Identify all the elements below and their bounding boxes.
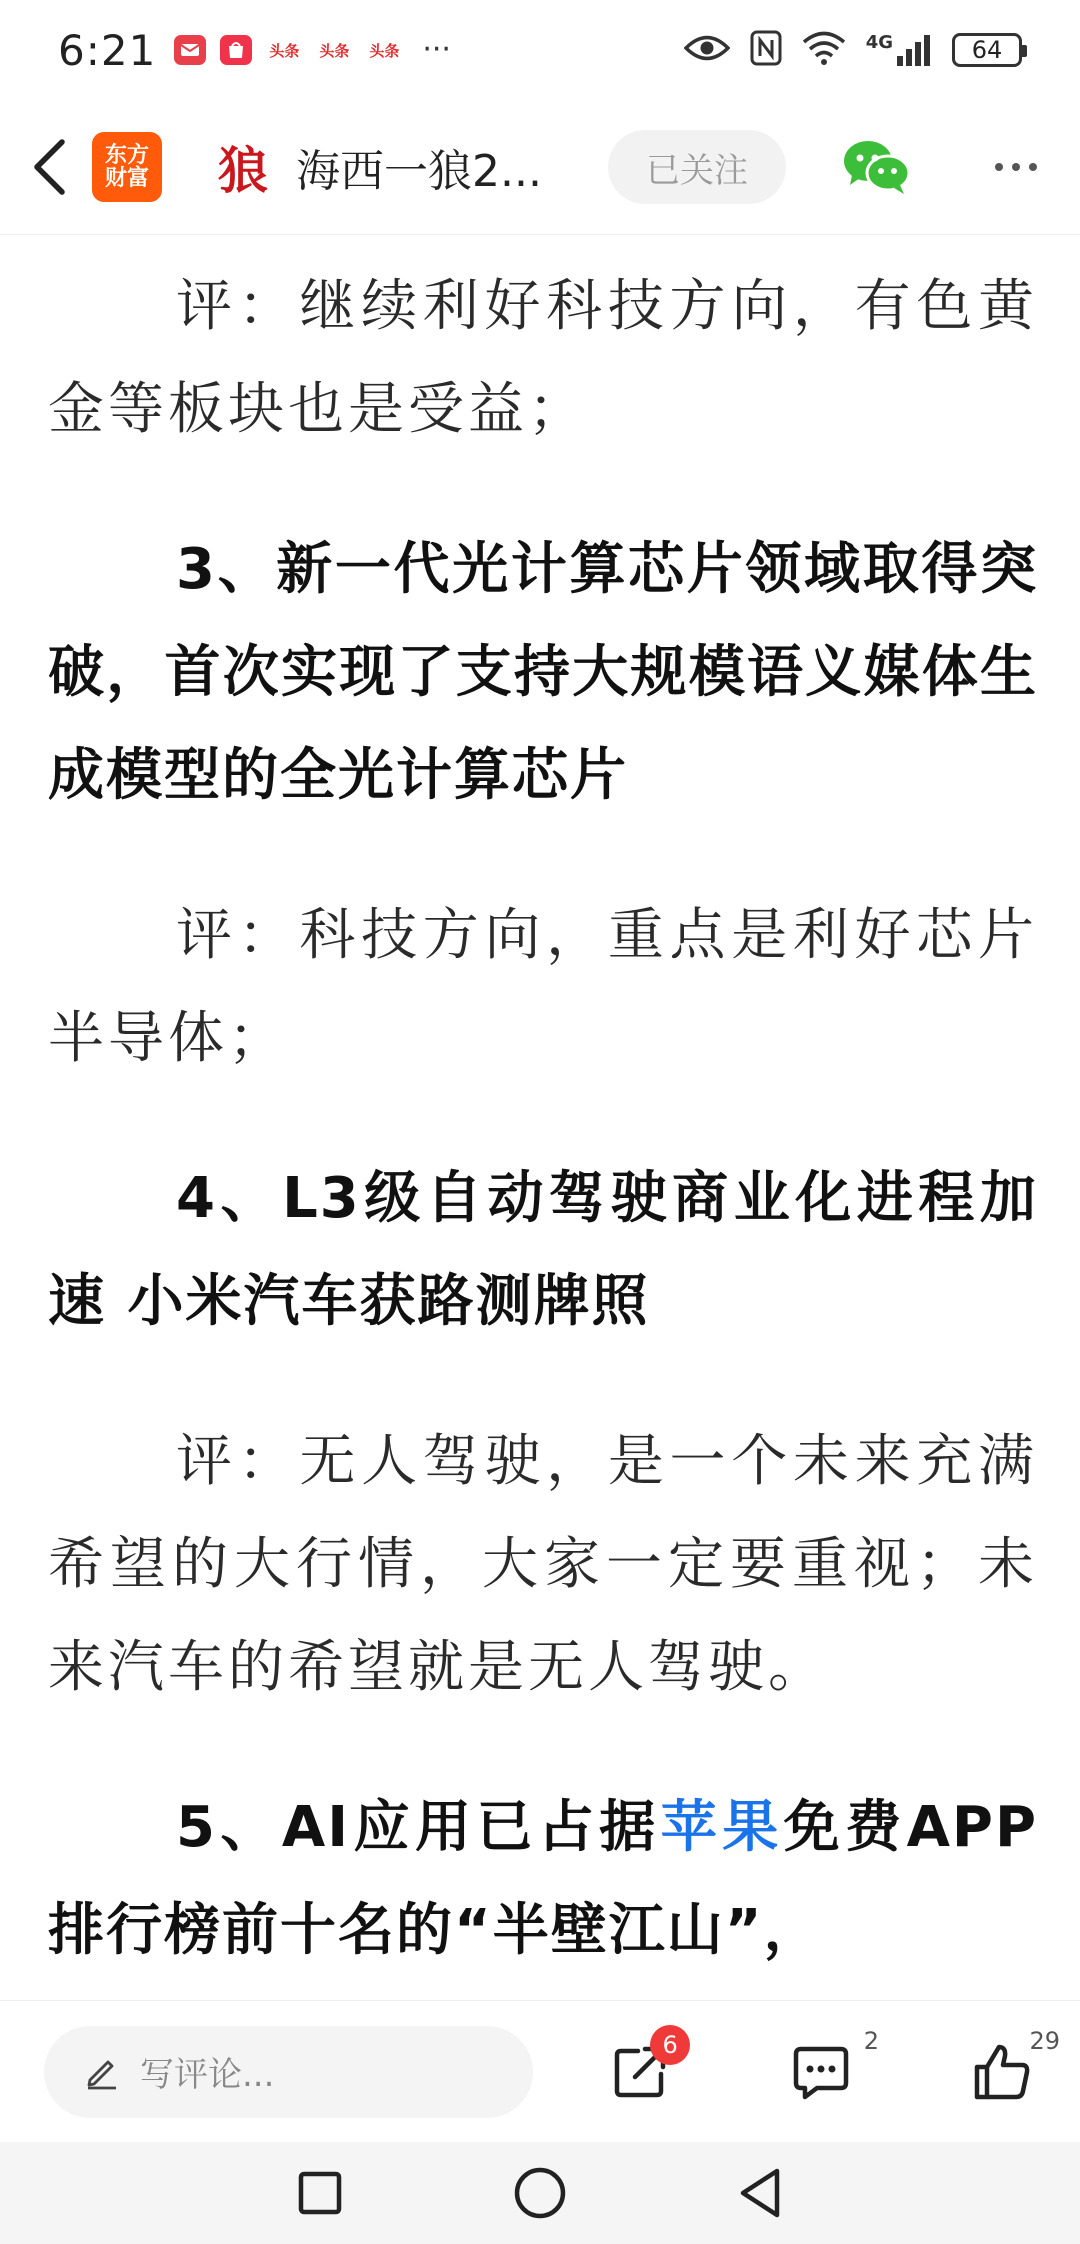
circle-icon (513, 2166, 567, 2220)
comment-placeholder: 写评论... (140, 2055, 275, 2095)
article-heading (48, 1776, 1038, 1982)
pencil-icon (84, 2054, 120, 2090)
toutiao-icon: 头条 (316, 35, 352, 65)
system-navigation-bar (0, 2142, 1080, 2244)
article-paragraph: 评：无人驾驶，是一个未来充满希望的大行情，大家一定要重视；未来汽车的希望就是无人驾驶。 (48, 1429, 1038, 1700)
bottom-action-bar (0, 2000, 1080, 2142)
brand-logo-line2: 财富 (104, 166, 149, 191)
author-name[interactable]: 海西一狼2... (296, 146, 542, 197)
more-options-button[interactable] (986, 137, 1046, 197)
comments-button[interactable] (786, 2026, 880, 2107)
likes-count: 29 (1029, 2026, 1061, 2055)
status-time: 6:21 (58, 25, 157, 75)
dot-icon (1029, 163, 1037, 171)
back-button[interactable] (24, 132, 74, 202)
like-button[interactable] (967, 2026, 1061, 2107)
heading-text: 免费APP排行榜前十名的“半壁江山”， (48, 1795, 1038, 1963)
square-icon (297, 2170, 343, 2216)
comments-count: 2 (863, 2026, 880, 2055)
toutiao-icon: 头条 (266, 35, 302, 65)
comment-input[interactable] (44, 2026, 533, 2118)
network-type-label: 4G (865, 32, 893, 53)
follow-button[interactable]: 已关注 (608, 130, 786, 204)
article-header (0, 100, 1080, 235)
brand-logo-line1: 东方 (104, 142, 149, 168)
share-button[interactable] (605, 2030, 678, 2107)
article-heading: 3、新一代光计算芯片领域取得突破，首次实现了支持大规模语义媒体生成模型的全光计算芯片 (48, 537, 1038, 808)
share-count-badge: 6 (650, 2025, 690, 2065)
battery-indicator: 64 (952, 33, 1022, 67)
mail-app-icon (174, 35, 206, 65)
dot-icon (995, 163, 1003, 171)
comment-bubble-icon (791, 2043, 851, 2101)
thumbs-up-icon (972, 2043, 1032, 2101)
back-nav-button[interactable] (730, 2163, 790, 2223)
eastmoney-logo[interactable] (92, 132, 162, 202)
home-button[interactable] (510, 2163, 570, 2223)
more-notifications-indicator: ··· (422, 32, 451, 67)
article-paragraph: 评：继续利好科技方向，有色黄金等板块也是受益； (48, 274, 1038, 442)
article-paragraph: 评：科技方向，重点是利好芯片半导体； (48, 903, 1038, 1071)
huawei-mall-icon (220, 35, 252, 65)
status-bar (0, 0, 1080, 100)
dot-icon (1012, 163, 1020, 171)
article-body (48, 236, 1038, 2000)
article-heading: 4、L3级自动驾驶商业化进程加速 小米汽车获路测牌照 (48, 1166, 1038, 1334)
chevron-left-icon (32, 138, 66, 196)
recent-apps-button[interactable] (290, 2163, 350, 2223)
author-avatar[interactable]: 狼 (218, 141, 268, 200)
cellular-signal-icon (866, 34, 932, 66)
toutiao-icon: 头条 (366, 35, 402, 65)
wifi-icon (802, 31, 846, 69)
wechat-icon (842, 137, 912, 197)
apple-stock-link[interactable]: 苹果 (660, 1795, 784, 1860)
wechat-share-button[interactable] (842, 137, 912, 197)
notification-icons (174, 32, 451, 67)
heading-text: 5、AI应用已占据 (176, 1795, 661, 1860)
nfc-icon (750, 30, 782, 70)
eye-comfort-icon (684, 33, 730, 67)
triangle-back-icon (737, 2167, 783, 2219)
